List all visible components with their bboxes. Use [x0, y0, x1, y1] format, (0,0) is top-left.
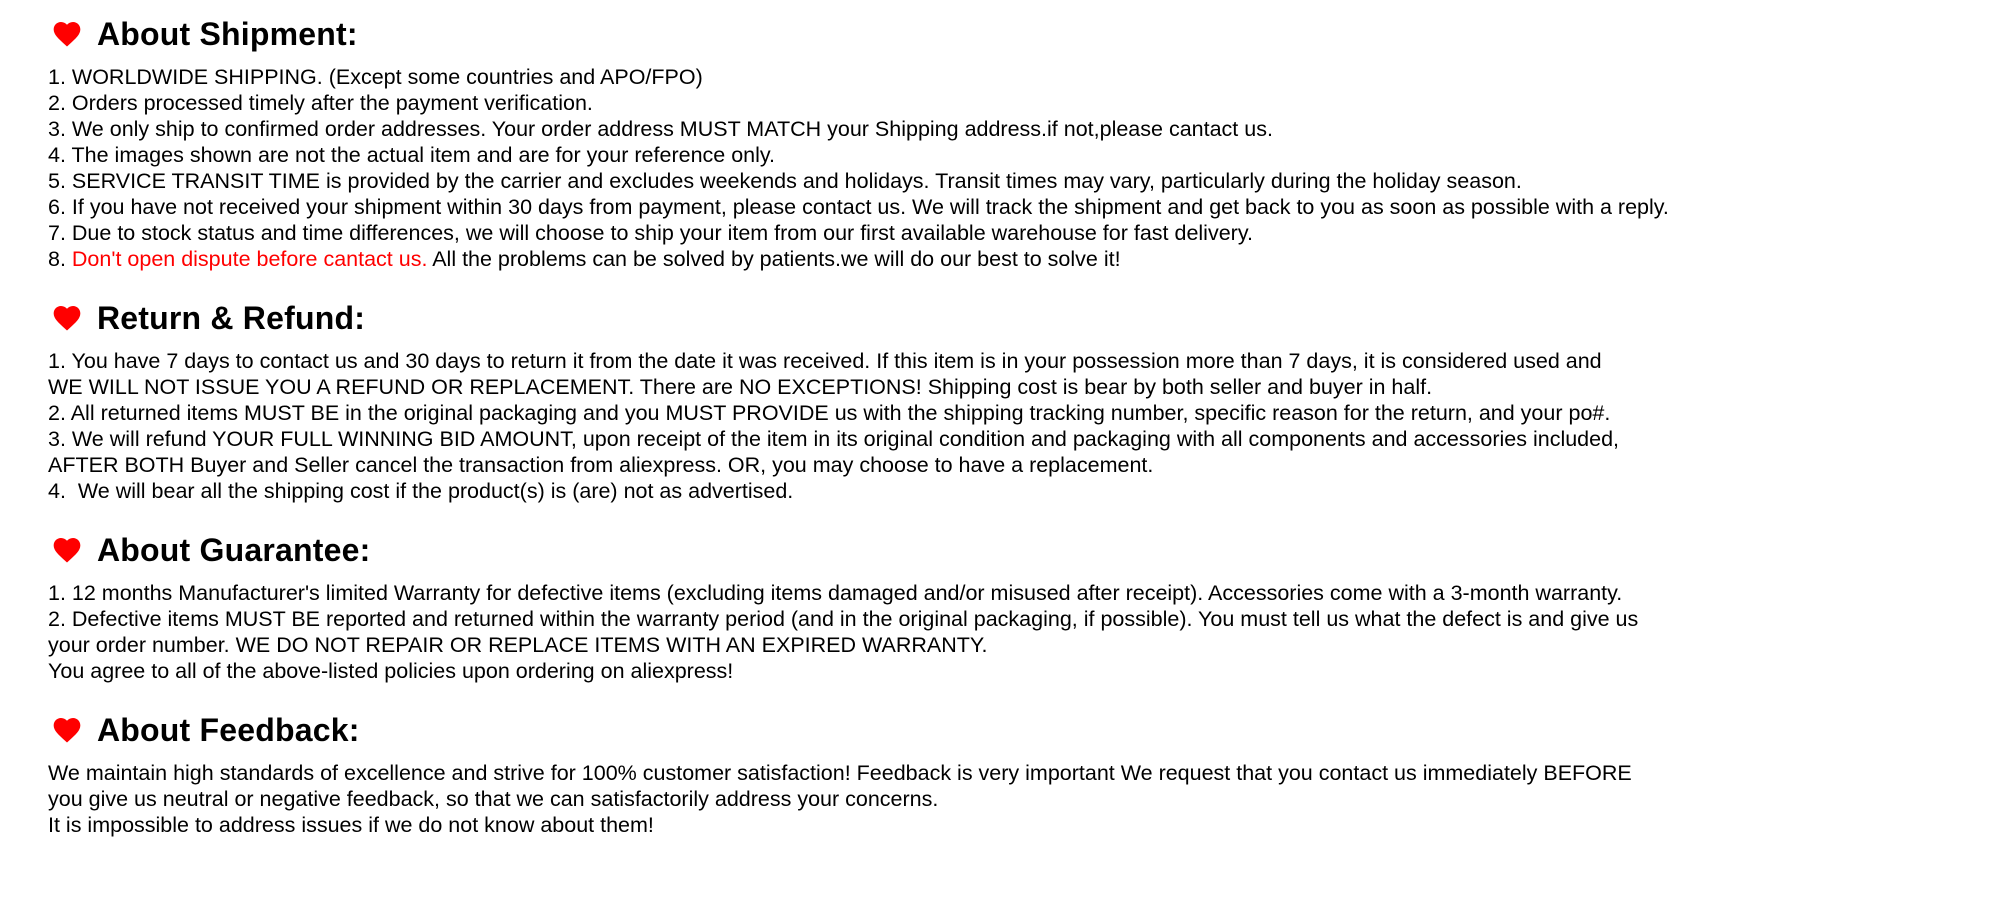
- policy-line: [48, 786, 1970, 812]
- heart-icon: [50, 302, 84, 334]
- policy-line-segment: WE WILL NOT ISSUE YOU A REFUND OR REPLACEMENT. There are NO EXCEPTIONS! Shipping cost is bear by both seller and buyer in half.: [48, 375, 1433, 399]
- policy-line: [48, 452, 1970, 478]
- policy-line: [48, 400, 1970, 426]
- policy-line-segment: 6. If you have not received your shipment within 30 days from payment, please contact us. We will track the shipment and get back to you as soon as possible with a reply.: [48, 195, 1669, 219]
- policy-line-segment: 2. Defective items MUST BE reported and returned within the warranty period (and in the original packaging, if possible). You must tell us what the defect is and give us: [48, 607, 1639, 631]
- policy-line-segment: 3. We will refund YOUR FULL WINNING BID AMOUNT, upon receipt of the item in its original condition and packaging with all components and accessories included,: [48, 427, 1620, 451]
- policy-line-segment: All the problems can be solved by patients.we will do our best to solve it!: [427, 247, 1121, 271]
- policy-line: [48, 812, 1970, 838]
- section-about-guarantee: [48, 528, 1970, 684]
- policy-line: [48, 168, 1970, 194]
- policy-line: [48, 90, 1970, 116]
- policy-line-segment: It is impossible to address issues if we do not know about them!: [48, 813, 654, 837]
- heart-icon: [50, 714, 84, 746]
- policy-line-segment: 3. We only ship to confirmed order addresses. Your order address MUST MATCH your Shipping address.if not,please cantact us.: [48, 117, 1273, 141]
- policy-line: [48, 348, 1970, 374]
- policy-line-segment: We maintain high standards of excellence and strive for 100% customer satisfaction! Feedback is very important We request that you contact us immediately BEFORE: [48, 761, 1632, 785]
- policy-line: [48, 632, 1970, 658]
- section-title: About Feedback:: [97, 711, 360, 748]
- policy-line: [48, 64, 1970, 90]
- policy-line: [48, 606, 1970, 632]
- policy-line-segment: 4. The images shown are not the actual item and are for your reference only.: [48, 143, 776, 167]
- section-lines: [48, 580, 1970, 684]
- policy-line-segment: 5. SERVICE TRANSIT TIME is provided by the carrier and excludes weekends and holidays. Transit times may vary, particularly during the holiday season.: [48, 169, 1522, 193]
- section-lines: [48, 64, 1970, 272]
- section-lines: [48, 348, 1970, 504]
- policy-line: [48, 246, 1970, 272]
- heart-icon: [50, 534, 84, 566]
- policy-line: [48, 194, 1970, 220]
- section-about-shipment: [48, 12, 1970, 272]
- policy-line: [48, 478, 1970, 504]
- section-heading: [50, 296, 1970, 340]
- policy-line-segment: 8.: [48, 247, 72, 271]
- policy-line: [48, 220, 1970, 246]
- policy-line-segment: you give us neutral or negative feedback, so that we can satisfactorily address your concerns.: [48, 787, 939, 811]
- policy-line-red-segment: Don't open dispute before cantact us.: [71, 247, 428, 271]
- policy-line-segment: your order number. WE DO NOT REPAIR OR REPLACE ITEMS WITH AN EXPIRED WARRANTY.: [48, 633, 988, 657]
- heart-icon: [50, 18, 84, 50]
- section-title: About Guarantee:: [97, 531, 371, 568]
- policy-line: [48, 116, 1970, 142]
- policy-line-segment: 2. All returned items MUST BE in the original packaging and you MUST PROVIDE us with the shipping tracking number, specific reason for the return, and your po#.: [48, 401, 1611, 425]
- section-heading: [50, 528, 1970, 572]
- policy-line-segment: 2. Orders processed timely after the payment verification.: [48, 91, 593, 115]
- section-heading: [50, 708, 1970, 752]
- policy-line-segment: 4. We will bear all the shipping cost if the product(s) is (are) not as advertised.: [48, 479, 794, 503]
- policy-line-segment: AFTER BOTH Buyer and Seller cancel the transaction from aliexpress. OR, you may choose to have a replacement.: [48, 453, 1154, 477]
- section-lines: [48, 760, 1970, 838]
- section-heading: [50, 12, 1970, 56]
- policy-line: [48, 760, 1970, 786]
- policy-line-segment: 1. 12 months Manufacturer's limited Warranty for defective items (excluding items damaged and/or misused after receipt). Accessories come with a 3-month warranty.: [48, 581, 1623, 605]
- section-title: About Shipment:: [97, 15, 358, 52]
- policy-line-segment: You agree to all of the above-listed policies upon ordering on aliexpress!: [48, 659, 734, 683]
- section-return-refund: [48, 296, 1970, 504]
- section-title: Return & Refund:: [97, 299, 366, 336]
- policy-line: [48, 426, 1970, 452]
- policy-line: [48, 580, 1970, 606]
- policy-line-segment: 7. Due to stock status and time differences, we will choose to ship your item from our first available warehouse for fast delivery.: [48, 221, 1253, 245]
- policy-line: [48, 142, 1970, 168]
- policy-line: [48, 374, 1970, 400]
- policy-line: [48, 658, 1970, 684]
- policy-line-segment: 1. You have 7 days to contact us and 30 days to return it from the date it was received. If this item is in your possession more than 7 days, it is considered used and: [48, 349, 1602, 373]
- policy-line-segment: 1. WORLDWIDE SHIPPING. (Except some countries and APO/FPO): [48, 65, 703, 89]
- section-about-feedback: [48, 708, 1970, 838]
